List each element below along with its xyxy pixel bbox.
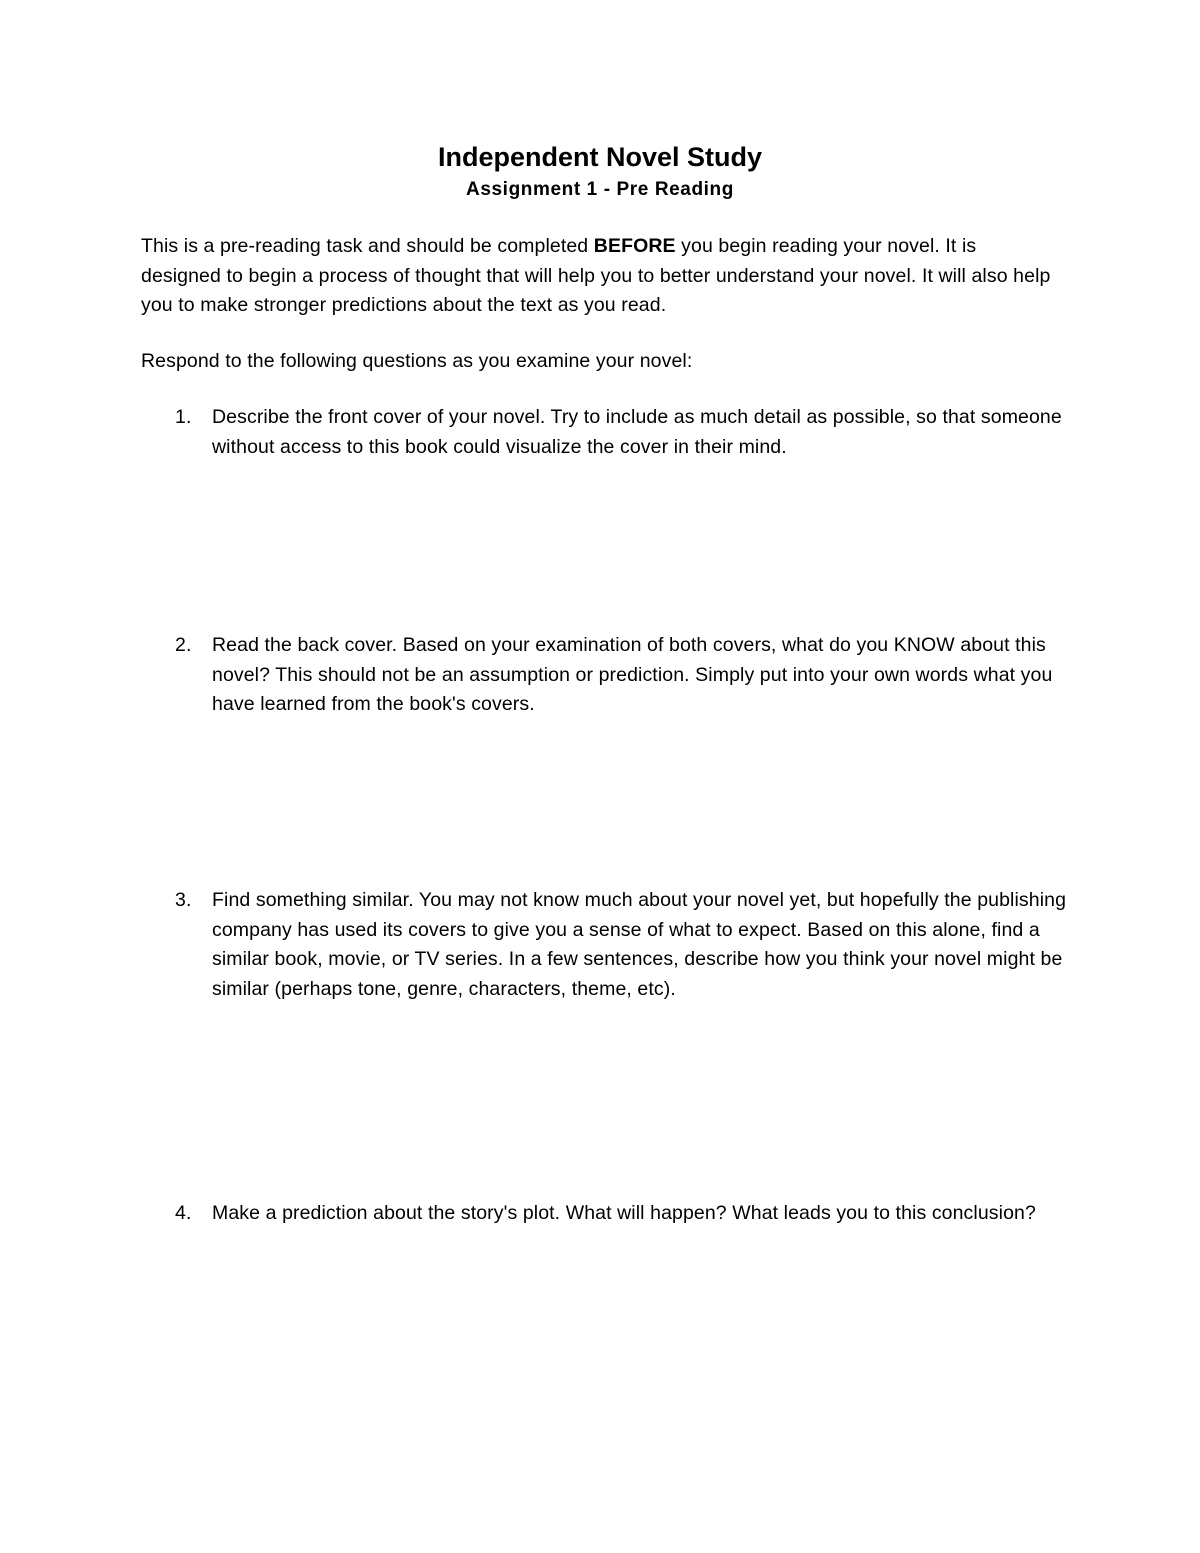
intro-emphasis: BEFORE xyxy=(593,235,676,257)
intro-paragraph xyxy=(141,232,1061,321)
question-number: 1. xyxy=(175,406,192,428)
question-text: Find something similar. You may not know much about your novel yet, but hopefully the publishing company has used its covers to give you a sense of what to expect. Based on this alone, find a similar book, movie, or TV series. In a few sentences, describe how you think your novel might be similar (perhaps tone, genre, characters, theme, etc). xyxy=(212,889,1067,1000)
question-number: 2. xyxy=(175,634,192,656)
question-item xyxy=(141,631,1071,720)
question-text: Describe the front cover of your novel. Try to include as much detail as possible, so that someone without access to this book could visualize the cover in their mind. xyxy=(212,406,1062,458)
question-item xyxy=(141,886,1071,1004)
intro-text-end: you begin reading your novel. It is designed to begin a process of thought that will help you to better understand your novel. It will also help you to make stronger predictions about the text as you read. xyxy=(141,235,1051,316)
question-item xyxy=(141,1199,1071,1229)
question-item xyxy=(141,403,1071,462)
question-number: 4. xyxy=(175,1202,192,1224)
intro-text-start: This is a pre-reading task and should be completed xyxy=(141,235,594,257)
question-number: 3. xyxy=(175,889,192,911)
instruction-text: Respond to the following questions as you examine your novel: xyxy=(141,350,693,372)
document-title: Independent Novel Study xyxy=(437,142,763,172)
question-text: Make a prediction about the story's plot. What will happen? What leads you to this conclusion? xyxy=(212,1202,1036,1224)
question-text: Read the back cover. Based on your examination of both covers, what do you KNOW about this novel? This should not be an assumption or prediction. Simply put into your own words what you have learned from the book's covers. xyxy=(212,634,1053,715)
document-subtitle: Assignment 1 - Pre Reading xyxy=(466,179,734,200)
